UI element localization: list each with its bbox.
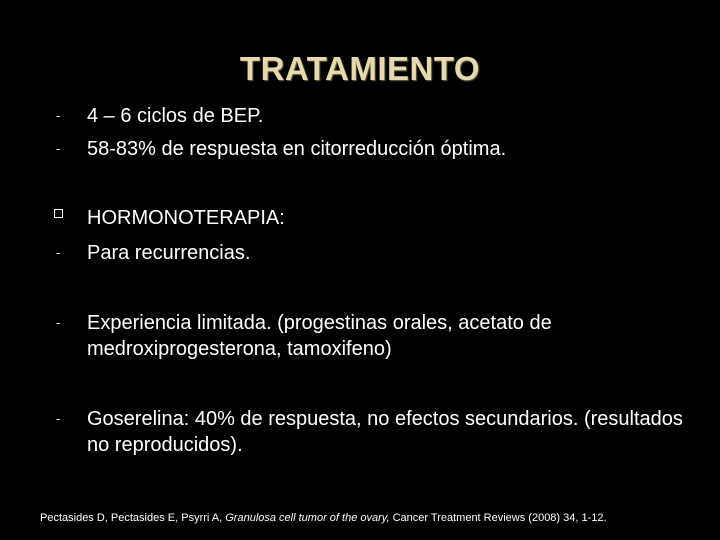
reference-authors: Pectasides D, Pectasides E, Psyrri A,	[40, 512, 223, 524]
list-item-text: 4 – 6 ciclos de BEP.	[87, 105, 264, 127]
square-bullet-icon	[54, 209, 63, 218]
reference-article-title: Granulosa cell tumor of the ovary,	[225, 512, 390, 524]
dash-bullet-icon: -	[56, 412, 61, 426]
reference-citation	[40, 512, 710, 524]
dash-bullet-icon: -	[56, 316, 61, 330]
dash-bullet-icon: -	[56, 109, 61, 123]
reference-journal: Cancer Treatment Reviews (2008) 34, 1-12.	[392, 512, 607, 524]
list-item-text: 58-83% de respuesta en citorreducción óptima.	[87, 138, 507, 160]
dash-bullet-icon: -	[56, 142, 61, 156]
list-item-text: Para recurrencias.	[87, 242, 251, 264]
list-item-text: Goserelina: 40% de respuesta, no efectos secundarios. (resultados no reproducidos).	[87, 408, 683, 456]
slide-title-text: TRATAMIENTO	[239, 50, 481, 87]
dash-bullet-icon: -	[56, 246, 61, 260]
list-item-text: Experiencia limitada. (progestinas orales, acetato de medroxiprogesterona, tamoxifeno)	[87, 312, 552, 360]
slide-title	[0, 50, 720, 88]
list-item-text: HORMONOTERAPIA:	[87, 207, 285, 229]
